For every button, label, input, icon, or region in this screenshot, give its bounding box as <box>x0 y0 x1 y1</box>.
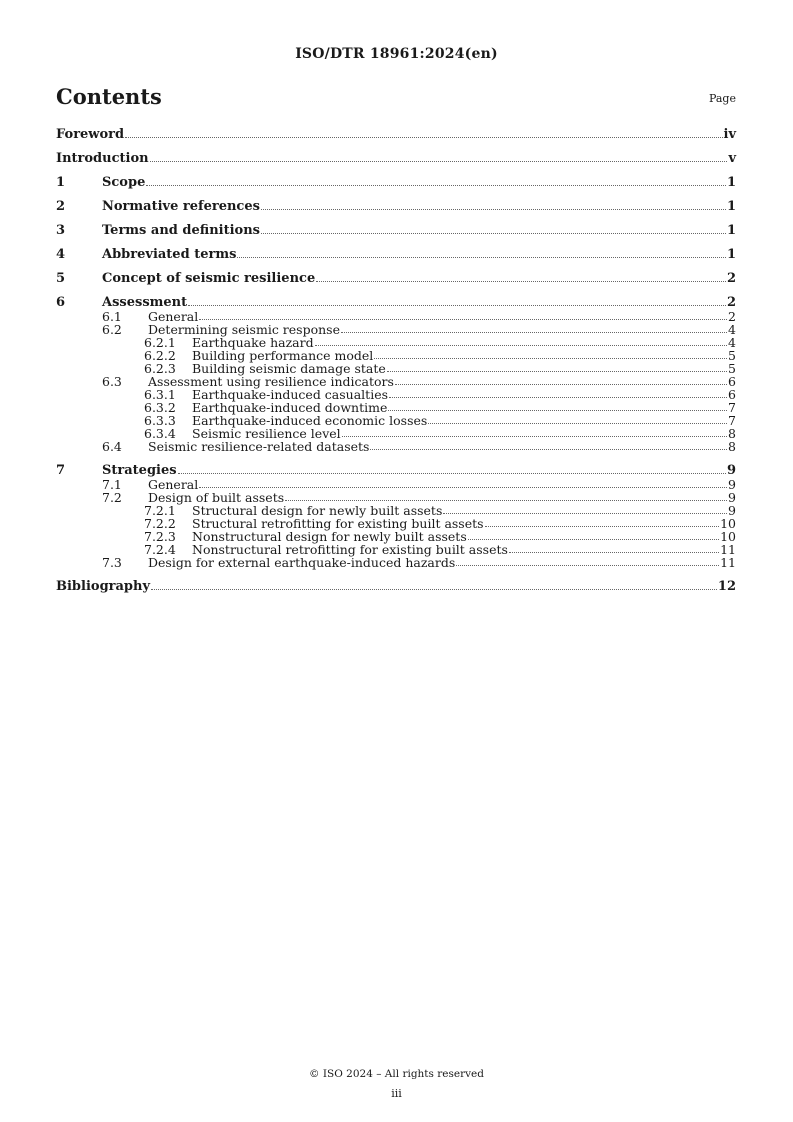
toc-entry-number: 6.4 <box>102 439 122 454</box>
toc-entry-number: 3 <box>56 223 66 238</box>
toc-entry-number: 4 <box>56 247 66 262</box>
toc-entry-number: 6.2 <box>102 322 122 337</box>
toc-entry-page: 9 <box>728 503 736 518</box>
toc-dot-leader <box>443 513 727 514</box>
toc-entry[interactable] <box>56 128 736 141</box>
toc-entry-page: 4 <box>728 322 736 337</box>
toc-entry-title: Structural retrofitting for existing built assets <box>192 516 484 531</box>
toc-entry-title: Building seismic damage state <box>192 361 386 376</box>
toc-entry-page: 2 <box>726 271 736 286</box>
toc-entry-title: Strategies <box>102 463 177 478</box>
toc-dot-leader <box>188 305 726 306</box>
toc-dot-leader <box>370 449 727 450</box>
toc-entry-title: Earthquake hazard <box>192 335 314 350</box>
toc-dot-leader <box>199 319 727 320</box>
toc-entry-title: General <box>148 477 199 492</box>
toc-entry[interactable] <box>56 152 736 165</box>
toc-entry-title: Assessment <box>102 295 188 310</box>
toc-entry-page: 5 <box>728 348 736 363</box>
toc-entry-number: 6.2.1 <box>144 335 176 350</box>
toc-entry[interactable] <box>56 556 736 569</box>
toc-dot-leader <box>261 233 726 234</box>
toc-entry-title: Foreword <box>56 127 125 142</box>
page-number: iii <box>391 1087 402 1100</box>
toc-dot-leader <box>388 410 727 411</box>
toc-entry-page: 11 <box>720 555 736 570</box>
toc-entry[interactable] <box>56 248 736 261</box>
toc-entry-title: General <box>148 309 199 324</box>
toc-entry-number: 7 <box>56 463 66 478</box>
toc-entry[interactable] <box>56 176 736 189</box>
toc-entry[interactable] <box>56 296 736 309</box>
toc-dot-leader <box>509 552 719 553</box>
toc-dot-leader <box>342 436 727 437</box>
toc-entry-page: 7 <box>728 400 736 415</box>
toc-entry-title: Nonstructural retrofitting for existing built assets <box>192 542 508 557</box>
toc-entry-title: Seismic resilience level <box>192 426 341 441</box>
page-column-label: Page <box>708 92 736 105</box>
toc-entry-title: Concept of seismic resilience <box>102 271 316 286</box>
toc-entry-title: Design of built assets <box>148 490 285 505</box>
toc-entry-number: 6.3 <box>102 374 122 389</box>
toc-entry-page: 6 <box>728 387 736 402</box>
toc-entry-page: iv <box>723 127 736 142</box>
toc-entry-number: 6.3.3 <box>144 413 176 428</box>
toc-entry[interactable] <box>56 272 736 285</box>
toc-dot-leader <box>485 526 720 527</box>
toc-entry-page: 1 <box>726 223 736 238</box>
toc-dot-leader <box>468 539 719 540</box>
toc-dot-leader <box>387 371 727 372</box>
toc-entry-page: 12 <box>717 579 736 594</box>
toc-dot-leader <box>125 137 722 138</box>
toc-entry-title: Nonstructural design for newly built assets <box>192 529 467 544</box>
toc-entry-title: Bibliography <box>56 579 151 594</box>
toc-entry-title: Building performance model <box>192 348 374 363</box>
toc-entry-page: 5 <box>728 361 736 376</box>
toc-dot-leader <box>341 332 727 333</box>
toc-entry-title: Normative references <box>102 199 260 214</box>
toc-entry[interactable] <box>56 200 736 213</box>
toc-entry-number: 6 <box>56 295 66 310</box>
table-of-contents <box>56 128 736 593</box>
toc-entry-title: Earthquake-induced economic losses <box>192 413 428 428</box>
toc-dot-leader <box>389 397 727 398</box>
toc-entry[interactable] <box>56 224 736 237</box>
toc-entry-page: 9 <box>728 490 736 505</box>
toc-dot-leader <box>237 257 726 258</box>
toc-dot-leader <box>285 500 727 501</box>
toc-dot-leader <box>428 423 727 424</box>
toc-entry-page: v <box>728 151 736 166</box>
document-id: ISO/DTR 18961:2024(en) <box>295 46 498 62</box>
toc-entry-title: Design for external earthquake-induced hazards <box>148 555 456 570</box>
toc-dot-leader <box>151 589 717 590</box>
toc-entry-page: 1 <box>726 175 736 190</box>
toc-entry-title: Structural design for newly built assets <box>192 503 443 518</box>
toc-entry-page: 8 <box>728 426 736 441</box>
toc-entry-page: 7 <box>728 413 736 428</box>
toc-entry-page: 9 <box>726 463 736 478</box>
toc-entry-number: 6.2.2 <box>144 348 176 363</box>
toc-entry-title: Abbreviated terms <box>102 247 237 262</box>
toc-entry-page: 1 <box>726 199 736 214</box>
toc-entry-page: 10 <box>720 516 736 531</box>
toc-entry-page: 2 <box>728 309 736 324</box>
toc-entry-number: 6.3.1 <box>144 387 176 402</box>
toc-dot-leader <box>374 358 727 359</box>
toc-entry-page: 1 <box>726 247 736 262</box>
toc-entry-number: 7.1 <box>102 477 122 492</box>
toc-entry-number: 7.2.1 <box>144 503 176 518</box>
toc-entry-title: Assessment using resilience indicators <box>148 374 394 389</box>
toc-dot-leader <box>315 345 727 346</box>
toc-entry-number: 1 <box>56 175 66 190</box>
toc-entry-title: Introduction <box>56 151 149 166</box>
toc-entry-number: 6.3.2 <box>144 400 176 415</box>
toc-dot-leader <box>395 384 727 385</box>
toc-entry[interactable] <box>56 464 736 477</box>
toc-dot-leader <box>316 281 726 282</box>
toc-entry-title: Terms and definitions <box>102 223 260 238</box>
toc-entry[interactable] <box>56 580 736 593</box>
toc-dot-leader <box>146 185 726 186</box>
toc-entry-number: 2 <box>56 199 66 214</box>
toc-entry-number: 7.2.4 <box>144 542 176 557</box>
toc-entry-page: 8 <box>728 439 736 454</box>
toc-entry-number: 6.3.4 <box>144 426 176 441</box>
toc-dot-leader <box>261 209 726 210</box>
toc-entry[interactable] <box>56 440 736 453</box>
toc-dot-leader <box>178 473 726 474</box>
toc-entry-page: 2 <box>726 295 736 310</box>
toc-entry-title: Seismic resilience-related datasets <box>148 439 370 454</box>
toc-dot-leader <box>199 487 727 488</box>
toc-entry-page: 4 <box>728 335 736 350</box>
toc-entry-number: 5 <box>56 271 66 286</box>
toc-entry-number: 7.3 <box>102 555 122 570</box>
toc-dot-leader <box>456 565 719 566</box>
toc-entry-page: 9 <box>728 477 736 492</box>
copyright-notice: © ISO 2024 – All rights reserved <box>309 1068 484 1080</box>
toc-entry-number: 7.2.3 <box>144 529 176 544</box>
toc-entry-number: 6.1 <box>102 309 122 324</box>
toc-entry-number: 6.2.3 <box>144 361 176 376</box>
toc-entry-page: 6 <box>728 374 736 389</box>
toc-entry-title: Determining seismic response <box>148 322 340 337</box>
toc-entry-number: 7.2 <box>102 490 122 505</box>
toc-entry-page: 10 <box>720 529 736 544</box>
toc-dot-leader <box>150 161 728 162</box>
toc-entry-number: 7.2.2 <box>144 516 176 531</box>
toc-entry-title: Earthquake-induced downtime <box>192 400 388 415</box>
toc-entry-page: 11 <box>720 542 736 557</box>
contents-title: Contents <box>56 84 162 109</box>
toc-entry-title: Earthquake-induced casualties <box>192 387 389 402</box>
toc-entry-title: Scope <box>102 175 146 190</box>
